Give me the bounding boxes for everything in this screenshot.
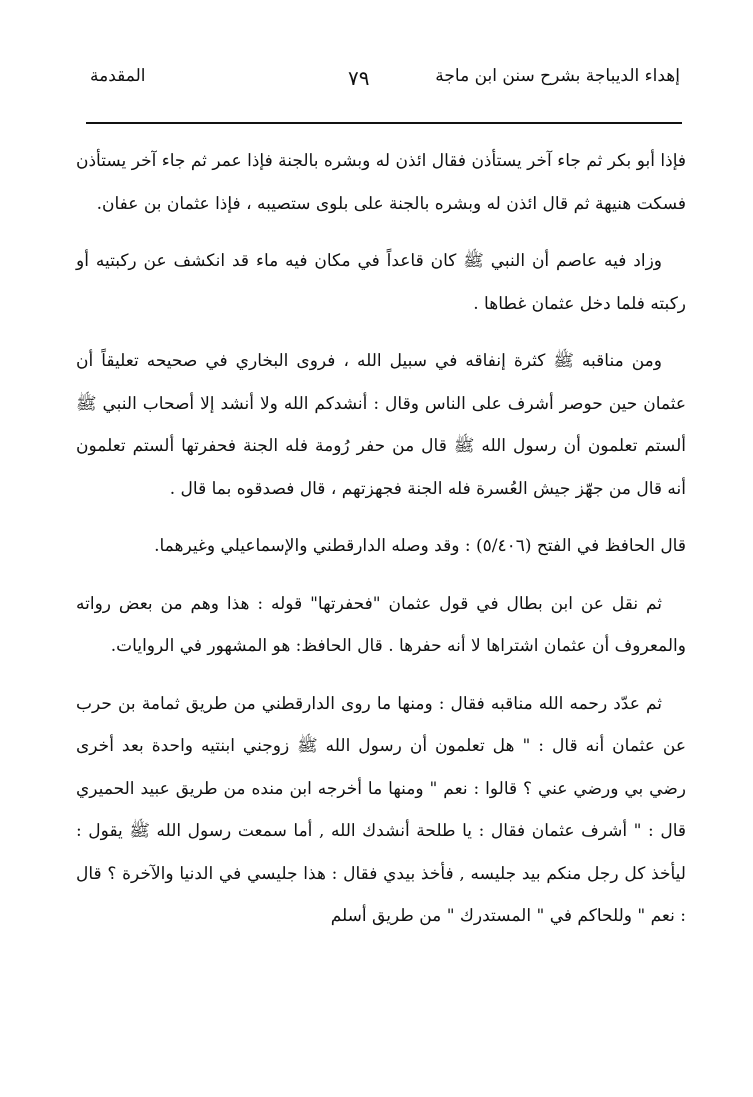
paragraph: قال الحافظ في الفتح (٥/٤٠٦) : وقد وصله الدارقطني والإسماعيلي وغيرهما. [154,536,686,556]
paragraph: وزاد فيه عاصم أن النبي ﷺ كان قاعداً في مكان فيه ماء قد انكشف عن ركبتيه أو ركبته فلما دخل عثمان غطاها . [76,251,686,314]
paragraph: ثم نقل عن ابن بطال في قول عثمان "فحفرتها" قوله : هذا وهم من بعض رواته والمعروف أن عثمان اشتراها لا أنه حفرها . قال الحافظ: هو المشهور في الروايات. [76,593,686,656]
section-name: المقدمة [90,66,146,86]
paragraph: ثم عدّد رحمه الله مناقبه فقال : ومنها ما روى الدارقطني من طريق ثمامة بن حرب عن عثمان أنه قال : " هل تعلمون أن رسول الله ﷺ زوجني ابنتيه واحدة بعد أخرى رضي بي ورضي عني ؟ قالوا : نعم " ومنها ما أخرجه ابن منده من طريق عبيد الحميري قال : " أشرف عثمان فقال : يا طلحة أنشدك الله , أما سمعت رسول الله ﷺ يقول : ليأخذ كل رجل منكم بيد جليسه , فأخذ بيدي فقال : هذا جليسي في الدنيا والآخرة ؟ قال : نعم " وللحاكم في " المستدرك " من طريق أسلم [76,693,686,926]
paragraph: ومن مناقبه ﷺ كثرة إنفاقه في سبيل الله ، فروى البخاري في صحيحه تعليقاً أن عثمان حين حوصر أشرف على الناس وقال : أنشدكم الله ولا أنشد إلا أصحاب النبي ﷺ ألستم تعلمون أن رسول الله ﷺ قال من حفر رُومة فله الجنة فحفرتها ألستم تعلمون أنه قال من جهّز جيش العُسرة فله الجنة فجهزتهم ، قال فصدقوه بما قال . [76,351,686,499]
running-header [90,66,680,100]
page-number: ٧٩ [348,66,370,90]
body-text [76,140,686,938]
header-rule [86,122,682,124]
book-title: إهداء الديباجة بشرح سنن ابن ماجة [435,66,680,86]
paragraph: فإذا أبو بكر ثم جاء آخر يستأذن فقال ائذن له وبشره بالجنة فإذا عمر ثم جاء آخر يستأذن فسكت هنيهة ثم قال ائذن له وبشره بالجنة على بلوى ستصيبه ، فإذا عثمان بن عفان. [76,151,686,214]
